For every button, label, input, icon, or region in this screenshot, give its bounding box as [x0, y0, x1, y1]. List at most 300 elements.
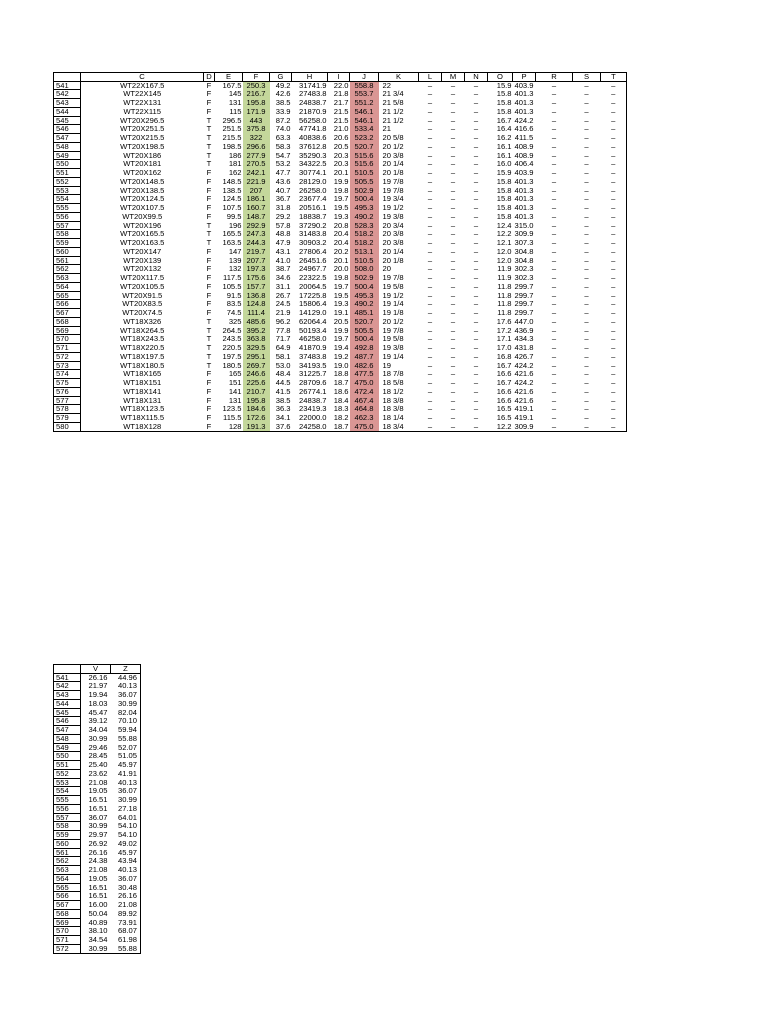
table-cell: 19.7	[333, 334, 349, 344]
table-cell: 20 1/8	[382, 168, 404, 178]
table-cell: 19.9	[333, 326, 349, 335]
table-cell: 20.0	[333, 264, 349, 274]
table-cell: 41.0	[275, 256, 291, 265]
table-cell: 322	[243, 134, 270, 143]
row-number: 555	[54, 796, 81, 805]
table-cell: –	[584, 238, 589, 248]
table-row	[54, 804, 141, 813]
table-row	[54, 743, 141, 752]
table-cell: –	[611, 273, 616, 283]
table-cell: 43.1	[275, 247, 291, 256]
table-cell: 210.7	[243, 387, 270, 396]
table-cell: 19.05	[88, 786, 108, 796]
table-cell: –	[611, 256, 616, 265]
table-cell: –	[584, 203, 589, 213]
table-cell: 16.6	[496, 369, 512, 379]
table-cell: –	[584, 116, 589, 125]
table-cell: –	[584, 159, 589, 169]
table-cell: 37290.2	[299, 221, 327, 230]
table-cell: –	[450, 299, 456, 309]
table-cell: 20064.5	[299, 282, 327, 291]
table-cell: –	[450, 89, 456, 99]
row-number: 547	[54, 726, 81, 735]
table-cell: WT18X141	[123, 387, 162, 396]
table-row	[54, 274, 627, 283]
table-cell: –	[427, 203, 433, 213]
row-number: 545	[54, 116, 81, 125]
table-cell: 124.8	[243, 300, 270, 309]
table-cell: 406.4	[514, 159, 534, 169]
table-cell: –	[450, 378, 456, 388]
table-cell: WT20X215.5	[120, 133, 165, 143]
table-row	[54, 247, 627, 256]
table-cell: –	[611, 229, 616, 239]
table-cell: 434.3	[514, 334, 534, 344]
row-number: 560	[54, 839, 81, 848]
table-cell: 20 1/2	[382, 317, 404, 326]
table-cell: –	[584, 124, 589, 134]
table-cell: T	[206, 361, 212, 370]
table-cell: –	[473, 404, 479, 414]
table-row	[54, 396, 627, 405]
table-cell: 96.2	[275, 317, 291, 326]
table-cell: 21.9	[275, 308, 291, 318]
row-number: 578	[54, 405, 81, 414]
table-cell: –	[450, 352, 456, 361]
table-row	[54, 195, 627, 204]
table-row	[54, 204, 627, 213]
table-cell: 416.6	[514, 124, 534, 134]
column-header: N	[465, 73, 488, 82]
table-cell: 45.97	[117, 848, 137, 857]
table-cell: –	[473, 89, 479, 99]
table-cell: 41870.9	[299, 343, 327, 353]
table-cell: 61.98	[117, 935, 137, 945]
table-cell: –	[427, 369, 433, 379]
table-cell: 26774.1	[299, 387, 327, 396]
table-cell: F	[206, 194, 212, 204]
table-row	[54, 787, 141, 796]
table-cell: 41.91	[117, 769, 137, 778]
table-row	[54, 379, 627, 388]
table-cell: 47741.8	[299, 124, 327, 134]
table-cell: –	[551, 194, 557, 204]
table-cell: –	[584, 291, 589, 300]
table-cell: 401.3	[514, 194, 534, 204]
table-cell: 431.8	[514, 343, 534, 353]
column-header: M	[442, 73, 465, 82]
table-cell: WT20X139	[123, 256, 162, 265]
table-cell: –	[450, 142, 456, 151]
table-cell: 18 3/8	[382, 396, 404, 405]
table-cell: –	[473, 247, 479, 256]
table-cell: –	[611, 352, 616, 361]
table-cell: 17.1	[496, 334, 512, 344]
table-cell: –	[611, 89, 616, 99]
table-row	[54, 699, 141, 708]
table-cell: 89.92	[117, 909, 137, 918]
column-header: H	[292, 73, 328, 82]
row-number: 565	[54, 883, 81, 892]
table-cell: 29.97	[88, 830, 108, 840]
table-cell: –	[611, 151, 616, 160]
table-cell: 443	[243, 116, 270, 125]
table-cell: 225.6	[243, 379, 270, 388]
table-cell: 82.04	[117, 708, 137, 717]
table-cell: –	[473, 151, 479, 160]
table-cell: –	[427, 247, 433, 256]
row-number: 579	[54, 414, 81, 423]
table-cell: –	[584, 299, 589, 309]
table-cell: 29.46	[88, 743, 108, 752]
table-cell: –	[473, 291, 479, 300]
table-cell: –	[551, 326, 557, 335]
table-cell: 180.5	[222, 361, 242, 370]
table-cell: F	[206, 256, 212, 265]
row-number: 541	[54, 673, 81, 682]
table-row	[54, 282, 627, 291]
table-cell: –	[473, 159, 479, 169]
table-cell: T	[206, 238, 212, 248]
table-cell: 16.2	[496, 133, 512, 143]
table-cell: 124.5	[222, 194, 242, 204]
row-number: 557	[54, 813, 81, 822]
table-cell: –	[584, 221, 589, 230]
table-cell: 36.07	[88, 813, 108, 822]
side-table-body	[54, 673, 141, 953]
table-cell: 162	[228, 168, 242, 178]
table-cell: 11.8	[497, 282, 512, 291]
table-cell: 74.0	[275, 124, 291, 134]
table-cell: 500.4	[350, 282, 379, 291]
row-number: 573	[54, 361, 81, 370]
column-header: D	[204, 73, 215, 82]
table-row	[54, 874, 141, 883]
table-row	[54, 405, 627, 414]
table-row	[54, 90, 627, 99]
row-number: 543	[54, 691, 81, 700]
table-cell: 48.8	[275, 229, 291, 239]
table-cell: WT20X165.5	[120, 229, 165, 239]
table-cell: 11.8	[497, 299, 512, 309]
table-cell: 401.3	[514, 89, 534, 99]
table-cell: –	[427, 98, 433, 108]
table-cell: –	[427, 159, 433, 169]
table-cell: WT20X196	[123, 221, 162, 230]
table-cell: –	[427, 378, 433, 388]
row-number: 554	[54, 195, 81, 204]
table-cell: 20.6	[333, 133, 349, 143]
table-cell: 47.9	[275, 238, 291, 248]
table-row	[54, 752, 141, 761]
table-cell: 533.4	[350, 125, 379, 134]
table-cell: –	[611, 299, 616, 309]
table-cell: T	[206, 159, 212, 169]
table-cell: –	[427, 387, 433, 396]
row-number: 553	[54, 186, 81, 195]
table-cell: –	[450, 124, 456, 134]
table-cell: 30.99	[117, 699, 137, 708]
table-cell: –	[584, 308, 589, 318]
row-number: 570	[54, 927, 81, 936]
table-cell: 309.9	[514, 422, 534, 431]
table-row	[54, 909, 141, 918]
row-number: 558	[54, 822, 81, 831]
table-cell: –	[427, 326, 433, 335]
table-cell: 487.7	[350, 352, 379, 361]
table-cell: 19	[382, 361, 391, 370]
table-cell: –	[450, 221, 456, 230]
table-row	[54, 892, 141, 901]
table-cell: 45.47	[88, 708, 108, 717]
table-cell: –	[427, 151, 433, 160]
table-cell: 495.3	[350, 204, 379, 213]
table-cell: 34.6	[275, 273, 291, 283]
table-cell: –	[473, 116, 479, 125]
table-cell: –	[427, 334, 433, 344]
table-cell: F	[206, 89, 212, 99]
table-row	[54, 256, 627, 265]
table-cell: –	[584, 247, 589, 256]
table-cell: 12.0	[496, 247, 512, 256]
row-number: 551	[54, 761, 81, 770]
table-cell: WT20X162	[123, 168, 162, 178]
table-cell: 196	[228, 221, 242, 230]
table-cell: 270.5	[243, 160, 270, 169]
column-header: K	[379, 73, 419, 82]
table-cell: 20 3/8	[382, 151, 404, 160]
table-cell: 15.8	[496, 186, 512, 195]
main-data-table	[53, 72, 627, 432]
table-cell: 30.99	[117, 795, 137, 805]
table-cell: 16.00	[88, 900, 108, 910]
table-row	[54, 673, 141, 682]
column-header: S	[573, 73, 601, 82]
table-cell: 19.2	[333, 352, 349, 361]
table-cell: –	[611, 282, 616, 291]
table-cell: 244.3	[243, 239, 270, 248]
table-row	[54, 414, 627, 423]
table-cell: 40.13	[117, 778, 137, 787]
row-number: 559	[54, 239, 81, 248]
table-cell: 20	[382, 264, 391, 274]
table-cell: 18.7	[333, 422, 349, 431]
table-cell: T	[206, 124, 212, 134]
table-cell: –	[551, 229, 557, 239]
table-cell: –	[551, 186, 557, 195]
table-cell: F	[206, 264, 212, 274]
table-cell: –	[551, 124, 557, 134]
table-cell: WT18X123.5	[120, 404, 165, 414]
table-cell: –	[473, 387, 479, 396]
table-cell: 151	[228, 378, 242, 388]
column-header: V	[81, 665, 111, 674]
table-cell: –	[584, 404, 589, 414]
table-cell: 21.08	[117, 900, 137, 910]
table-cell: –	[611, 159, 616, 169]
table-row	[54, 186, 627, 195]
column-header	[54, 73, 81, 82]
table-row	[54, 212, 627, 221]
table-cell: 21.5	[333, 116, 349, 125]
table-cell: –	[584, 142, 589, 151]
table-row	[54, 335, 627, 344]
row-number: 550	[54, 752, 81, 761]
table-cell: 558.8	[350, 81, 379, 90]
row-number: 560	[54, 247, 81, 256]
table-cell: 18.03	[88, 699, 108, 708]
table-cell: –	[473, 212, 479, 221]
table-cell: F	[206, 387, 212, 396]
table-cell: 26258.0	[299, 186, 327, 195]
table-cell: –	[584, 186, 589, 195]
table-row	[54, 796, 141, 805]
row-number: 556	[54, 804, 81, 813]
table-cell: 26.16	[88, 848, 108, 857]
table-cell: 163.5	[222, 238, 242, 248]
table-cell: 401.3	[514, 107, 534, 116]
table-cell: WT20X186	[123, 151, 162, 160]
table-cell: 20.1	[333, 168, 349, 178]
row-number: 564	[54, 874, 81, 883]
table-cell: –	[427, 133, 433, 143]
table-cell: 56258.0	[299, 116, 327, 125]
table-row	[54, 387, 627, 396]
table-cell: 91.5	[226, 291, 242, 300]
row-number: 577	[54, 396, 81, 405]
table-cell: –	[551, 317, 557, 326]
table-cell: 475.0	[350, 379, 379, 388]
table-cell: 510.5	[350, 256, 379, 265]
table-row	[54, 839, 141, 848]
row-number: 576	[54, 387, 81, 396]
table-row	[54, 344, 627, 353]
table-cell: 39.12	[88, 716, 108, 726]
row-number: 553	[54, 778, 81, 787]
row-number: 556	[54, 212, 81, 221]
table-cell: –	[450, 177, 456, 186]
table-cell: 18.2	[333, 413, 349, 423]
table-cell: 490.2	[350, 300, 379, 309]
column-header: G	[270, 73, 292, 82]
table-cell: 64.9	[275, 343, 291, 353]
row-number: 542	[54, 90, 81, 99]
table-cell: 24838.7	[299, 98, 327, 108]
table-row	[54, 317, 627, 326]
table-cell: –	[473, 98, 479, 108]
table-row	[54, 291, 627, 300]
table-cell: –	[427, 396, 433, 405]
table-cell: 24967.7	[299, 264, 327, 274]
table-cell: 40.89	[88, 918, 108, 927]
table-cell: 421.6	[514, 396, 534, 405]
table-cell: 19.0	[333, 361, 349, 370]
table-cell: 18 7/8	[382, 369, 404, 379]
table-cell: 20.3	[333, 151, 349, 160]
table-cell: 16.5	[496, 413, 512, 423]
table-cell: 18.6	[333, 387, 349, 396]
table-cell: 19 1/2	[382, 203, 404, 213]
table-cell: T	[206, 133, 212, 143]
table-cell: 38.5	[275, 396, 291, 405]
table-cell: 54.7	[275, 151, 291, 160]
column-header: R	[536, 73, 573, 82]
table-cell: 43.6	[275, 177, 291, 186]
column-header: E	[215, 73, 243, 82]
table-cell: –	[584, 387, 589, 396]
table-cell: 411.5	[514, 133, 534, 143]
table-cell: 16.8	[496, 352, 512, 361]
table-cell: 37.6	[275, 422, 291, 431]
table-cell: 24.5	[275, 299, 291, 309]
table-cell: 45.97	[117, 760, 137, 770]
table-cell: 36.07	[117, 874, 137, 883]
table-cell: 31.1	[275, 282, 291, 291]
table-cell: 520.7	[350, 317, 379, 326]
table-cell: 186.1	[243, 195, 270, 204]
table-row	[54, 717, 141, 726]
table-cell: –	[427, 89, 433, 99]
table-cell: 30.99	[88, 944, 108, 953]
table-cell: 31.8	[275, 203, 291, 213]
table-cell: 464.8	[350, 405, 379, 414]
table-cell: 485.1	[350, 309, 379, 318]
table-cell: 18 3/4	[382, 422, 404, 431]
table-cell: 16.6	[496, 396, 512, 405]
table-cell: –	[551, 308, 557, 318]
table-cell: –	[611, 168, 616, 178]
row-number: 567	[54, 901, 81, 910]
table-cell: –	[551, 212, 557, 221]
table-cell: 20516.1	[299, 203, 327, 213]
table-cell: 424.2	[514, 378, 534, 388]
table-cell: –	[551, 404, 557, 414]
table-cell: 19 3/8	[382, 343, 404, 353]
table-cell: 21.08	[88, 778, 108, 787]
table-cell: –	[611, 186, 616, 195]
table-cell: 221.9	[243, 177, 270, 186]
column-header: J	[350, 73, 379, 82]
side-header-row	[54, 665, 141, 674]
table-cell: F	[206, 369, 212, 379]
table-cell: WT18X243.5	[120, 334, 165, 344]
table-cell: 107.5	[222, 203, 242, 213]
table-cell: –	[611, 194, 616, 204]
table-row	[54, 107, 627, 116]
table-row	[54, 160, 627, 169]
table-cell: –	[450, 404, 456, 414]
table-cell: WT20X105.5	[120, 282, 165, 291]
row-number: 568	[54, 317, 81, 326]
table-cell: –	[551, 422, 557, 431]
table-cell: –	[450, 229, 456, 239]
table-row	[54, 769, 141, 778]
table-cell: –	[611, 203, 616, 213]
table-cell: 16.51	[88, 891, 108, 901]
table-cell: 37612.8	[299, 142, 327, 151]
table-cell: –	[551, 221, 557, 230]
table-cell: 246.6	[243, 370, 270, 379]
table-cell: 242.1	[243, 169, 270, 178]
table-cell: –	[551, 168, 557, 178]
table-cell: 19.3	[333, 299, 349, 309]
table-cell: 19 1/8	[382, 308, 404, 318]
table-cell: –	[427, 413, 433, 423]
table-cell: 77.8	[275, 326, 291, 335]
table-cell: 31483.8	[299, 229, 327, 239]
table-cell: 19.3	[333, 212, 349, 221]
table-cell: –	[611, 308, 616, 318]
